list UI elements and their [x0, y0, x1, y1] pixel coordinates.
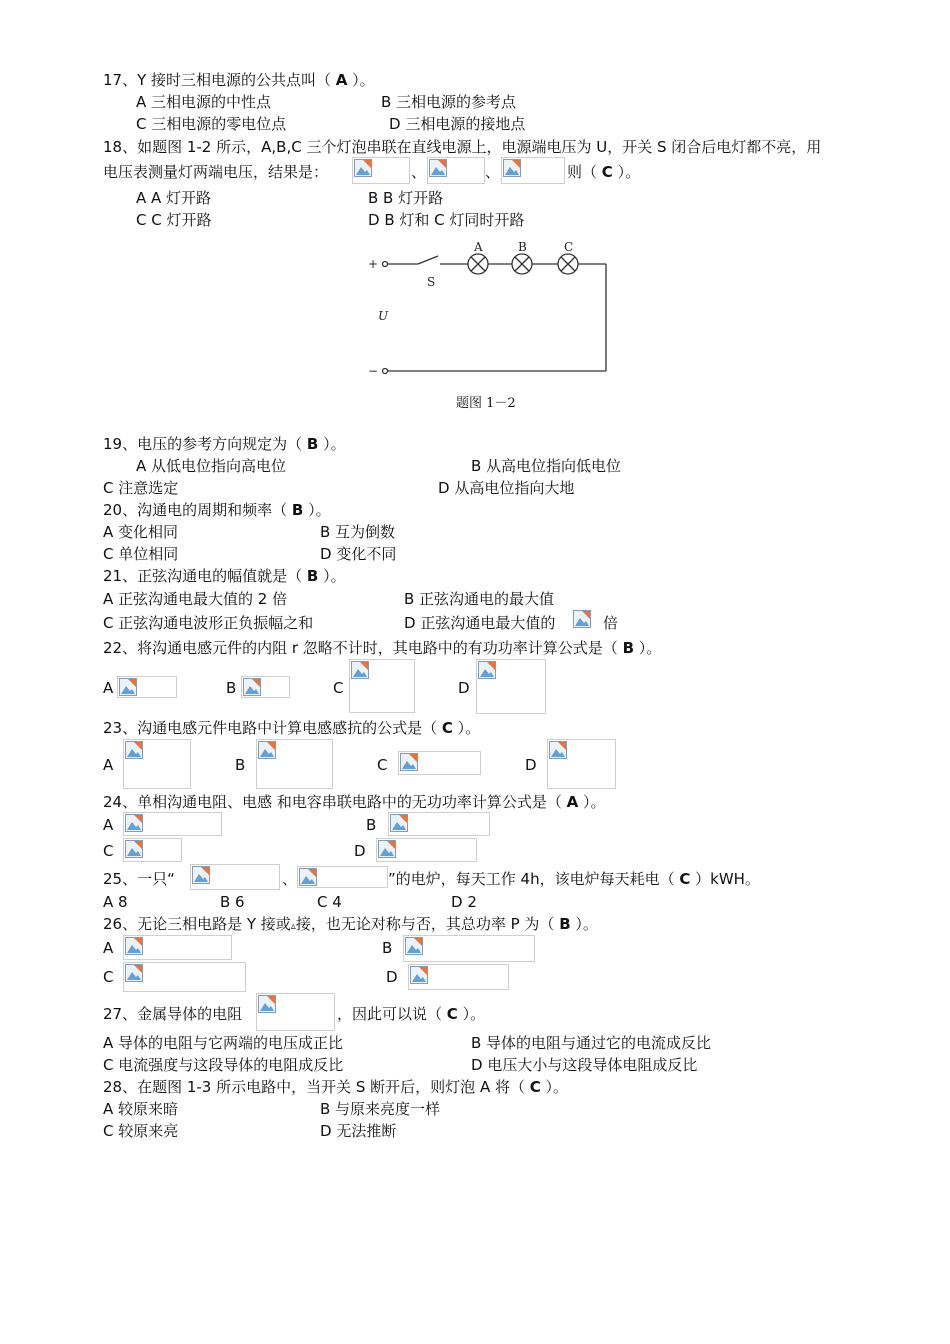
q23-answer: C [441, 719, 453, 737]
q17-answer: A [335, 71, 348, 89]
q24-formula-a [123, 812, 222, 836]
q23-label-d: D [525, 756, 537, 774]
q27-option-d: D 电压大小与这段导体电阻成反比 [471, 1056, 698, 1074]
q17-option-c: C 三相电源的零电位点 [136, 115, 287, 133]
broken-image-icon [503, 159, 521, 177]
q25-formula-power [297, 866, 388, 888]
q27-stem-post: ，因此可以说（ C ）。 [337, 1005, 486, 1023]
lamp-b-label: B [518, 240, 527, 254]
q28-option-d: D 无法推断 [320, 1122, 397, 1140]
q18-stem-line2-pre: 电压表测量灯两端电压，结果是： [103, 163, 329, 181]
broken-image-icon [125, 964, 143, 982]
lamp-b-symbol [512, 254, 532, 274]
q22-stem: 22、将沟通电感元件的内阻 r 忽略不计时，其电路中的有功功率计算公式是（ B ）。 [103, 639, 662, 657]
q28-stem: 28、在题图 1-3 所示电路中，当开关 S 断开后，则灯泡 A 将（ C ）。 [103, 1078, 569, 1096]
q18-stem-line2-post: 则（ C ）。 [567, 163, 641, 181]
q19-option-b: B 从高电位指向低电位 [471, 457, 622, 475]
q19-option-d: D 从高电位指向大地 [438, 479, 575, 497]
q21-option-b: B 正弦沟通电的最大值 [404, 590, 555, 608]
lamp-c-symbol [558, 254, 578, 274]
q18-option-a: A A 灯开路 [136, 189, 212, 207]
q25-stem-post: ”的电炉，每天工作 4h，该电炉每天耗电（ C ）kWH。 [388, 870, 760, 888]
broken-image-icon [429, 159, 447, 177]
q21-option-a: A 正弦沟通电最大值的 2 倍 [103, 590, 288, 608]
q19-option-c: C 注意选定 [103, 479, 179, 497]
q26-label-b: B [382, 939, 393, 957]
q20-answer: B [291, 501, 304, 519]
q24-formula-c [123, 838, 182, 862]
q26-formula-a [123, 935, 232, 960]
q22-answer: B [622, 639, 634, 657]
q23-formula-c [398, 751, 481, 775]
q25-option-c: C 4 [317, 893, 342, 911]
circuit-diagram-figure [360, 236, 620, 416]
q18-separator-1: 、 [411, 163, 427, 181]
broken-image-icon [258, 741, 276, 759]
q17-option-a: A 三相电源的中性点 [136, 93, 272, 111]
lamp-a-symbol [468, 254, 488, 274]
q22-formula-a [117, 676, 177, 698]
broken-image-icon [549, 741, 567, 759]
broken-image-icon [405, 937, 423, 955]
q23-label-c: C [377, 756, 388, 774]
broken-image-icon [410, 966, 428, 984]
q20-option-d: D 变化不同 [320, 545, 397, 563]
q18-separator-2: 、 [485, 163, 501, 181]
q24-stem: 24、单相沟通电阻、电感 和电容串联电路中的无功功率计算公式是（ A ）。 [103, 793, 606, 811]
q26-stem: 26、无论三相电路是 Y 接或▵接，也无论对称与否，其总功率 P 为（ B ）。 [103, 915, 598, 933]
q22-formula-d [476, 659, 546, 714]
q21-option-c: C 正弦沟通电波形正负振幅之和 [103, 614, 314, 632]
q21-option-d-post: 倍 [603, 614, 619, 632]
q22-label-c: C [333, 679, 344, 697]
q18-stem-line1: 18、如题图 1-2 所示，A,B,C 三个灯泡串联在直线电源上，电源端电压为 U，开关 S 闭合后电灯都不亮，用 [103, 138, 822, 156]
q23-stem: 23、沟通电感元件电路中计算电感感抗的公式是（ C ）。 [103, 719, 481, 737]
q18-option-b: B B 灯开路 [368, 189, 444, 207]
broken-image-icon [125, 814, 143, 832]
q27-answer: C [446, 1005, 458, 1023]
broken-image-icon [243, 678, 261, 696]
q23-formula-a [123, 739, 191, 789]
q26-label-c: C [103, 968, 114, 986]
q21-option-d-pre: D 正弦沟通电最大值的 [404, 614, 556, 632]
lamp-a-label: A [474, 240, 483, 254]
q25-separator: 、 [282, 870, 298, 888]
positive-terminal [383, 262, 388, 267]
broken-image-icon [354, 159, 372, 177]
q20-option-c: C 单位相同 [103, 545, 179, 563]
q19-option-a: A 从低电位指向高电位 [136, 457, 287, 475]
q18-option-d: D B 灯和 C 灯同时开路 [368, 211, 525, 229]
figure-caption: 题图 1－2 [456, 396, 516, 411]
q26-formula-b [403, 935, 535, 962]
q21-stem: 21、正弦沟通电的幅值就是（ B ）。 [103, 567, 346, 585]
q18-formula-image-2 [427, 157, 485, 184]
q20-stem: 20、沟通电的周期和频率（ B ）。 [103, 501, 331, 519]
q23-label-b: B [235, 756, 246, 774]
broken-image-icon [119, 678, 137, 696]
broken-image-icon [400, 753, 418, 771]
q26-label-d: D [386, 968, 398, 986]
q23-label-a: A [103, 756, 114, 774]
broken-image-icon [390, 814, 408, 832]
q25-stem-pre: 25、一只“ [103, 870, 175, 888]
broken-image-icon [478, 661, 496, 679]
q27-stem-pre: 27、金属导体的电阻 [103, 1005, 243, 1023]
q17-option-d: D 三相电源的接地点 [389, 115, 526, 133]
voltage-label: U [378, 309, 389, 323]
q23-formula-d [547, 739, 616, 789]
q19-stem: 19、电压的参考方向规定为（ B ）。 [103, 435, 346, 453]
q22-label-a: A [103, 679, 114, 697]
q24-formula-b [388, 812, 490, 836]
q23-formula-b [256, 739, 333, 789]
q27-formula-resistance [256, 993, 335, 1031]
q25-option-d: D 2 [451, 893, 477, 911]
q24-label-b: B [366, 816, 377, 834]
broken-image-icon [378, 840, 396, 858]
broken-image-icon [299, 868, 317, 886]
q28-option-a: A 较原来暗 [103, 1100, 179, 1118]
q25-option-a: A 8 [103, 893, 128, 911]
broken-image-icon [192, 866, 210, 884]
q24-answer: A [566, 793, 579, 811]
q26-formula-c [123, 962, 246, 992]
minus-label: − [368, 364, 379, 378]
q18-formula-image-1 [352, 157, 410, 184]
q25-answer: C [679, 870, 691, 888]
delta-symbol: ▵ [290, 921, 296, 932]
q28-option-c: C 较原来亮 [103, 1122, 179, 1140]
q22-label-d: D [458, 679, 470, 697]
broken-image-icon [258, 995, 276, 1013]
q21-answer: B [306, 567, 319, 585]
broken-image-icon [573, 610, 591, 628]
q18-answer: C [601, 163, 613, 181]
q26-label-a: A [103, 939, 114, 957]
broken-image-icon [125, 840, 143, 858]
q24-label-d: D [354, 842, 366, 860]
q18-option-c: C C 灯开路 [136, 211, 212, 229]
q18-formula-image-3 [501, 157, 565, 184]
lamp-c-label: C [564, 240, 574, 254]
broken-image-icon [125, 937, 143, 955]
switch-label: S [427, 275, 436, 289]
q17-stem: 17、Y 接时三相电源的公共点叫（ A ）。 [103, 71, 375, 89]
q19-answer: B [306, 435, 319, 453]
q27-option-b: B 导体的电阻与通过它的电流成反比 [471, 1034, 712, 1052]
q20-option-b: B 互为倒数 [320, 523, 396, 541]
broken-image-icon [125, 741, 143, 759]
q25-option-b: B 6 [220, 893, 245, 911]
q28-answer: C [529, 1078, 541, 1096]
switch-s [418, 256, 438, 264]
negative-terminal [383, 369, 388, 374]
q22-label-b: B [226, 679, 237, 697]
q27-option-a: A 导体的电阻与它两端的电压成正比 [103, 1034, 344, 1052]
q24-label-a: A [103, 816, 114, 834]
q28-option-b: B 与原来亮度一样 [320, 1100, 441, 1118]
q27-option-c: C 电流强度与这段导体的电阻成反比 [103, 1056, 344, 1074]
q25-formula-voltage [190, 864, 280, 890]
q22-formula-c [349, 659, 415, 713]
q26-formula-d [408, 964, 509, 990]
q20-option-a: A 变化相同 [103, 523, 179, 541]
q17-option-b: B 三相电源的参考点 [381, 93, 517, 111]
q24-formula-d [376, 838, 477, 862]
broken-image-icon [351, 661, 369, 679]
q22-formula-b [241, 676, 290, 698]
q26-answer: B [559, 915, 571, 933]
q21-sqrt2-image [572, 609, 594, 631]
q24-label-c: C [103, 842, 114, 860]
plus-label: + [368, 257, 379, 271]
